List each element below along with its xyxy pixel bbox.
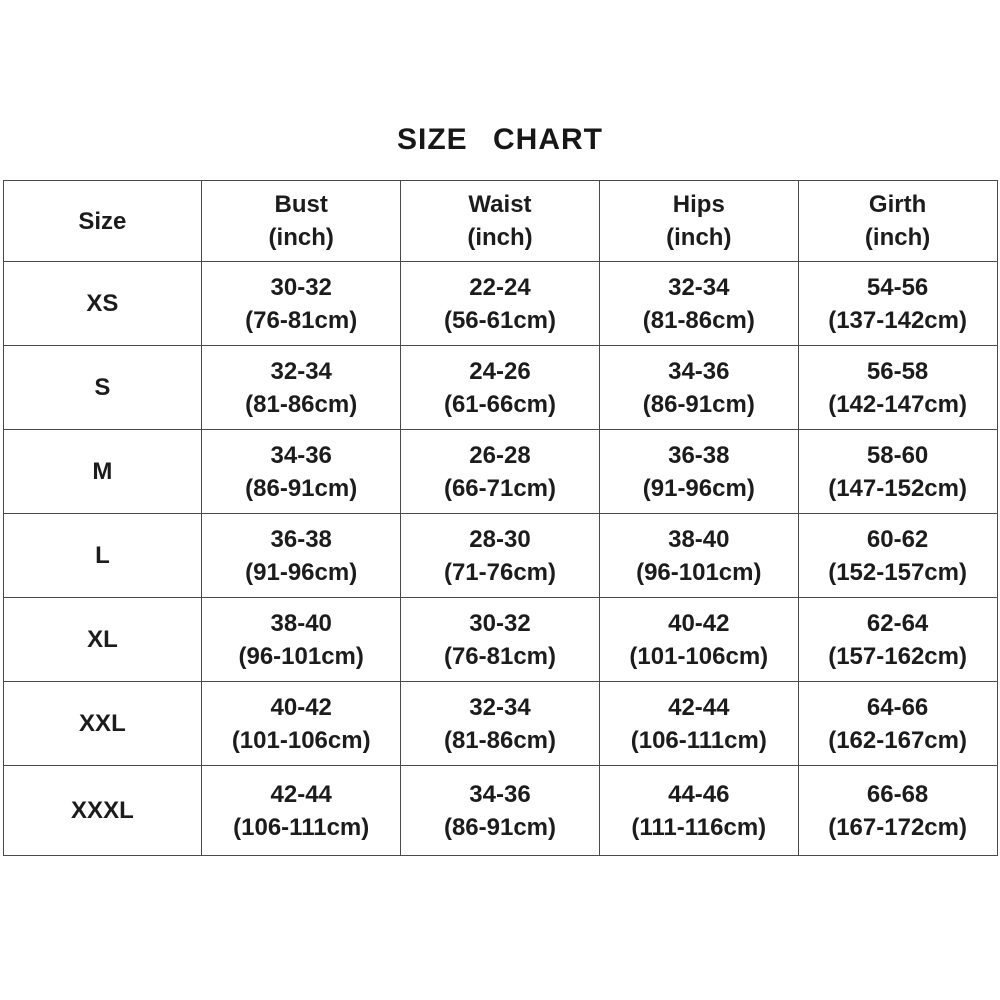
measurement-cell-hips (599, 682, 798, 766)
inch-range: 26-28 (469, 441, 531, 469)
inch-range: 64-66 (866, 693, 929, 721)
cm-range: (86-91cm) (642, 390, 755, 418)
size-chart-table (3, 180, 998, 856)
inch-range: 24-26 (469, 357, 531, 385)
inch-range: 42-44 (668, 693, 730, 721)
size-label-cell (3, 514, 202, 598)
inch-range: 38-40 (270, 609, 332, 637)
size-label: XS (86, 290, 119, 317)
measurement-cell-girth (798, 262, 997, 346)
cm-range: (81-86cm) (245, 390, 358, 418)
table-row-xxxl (3, 766, 997, 856)
size-label: XL (87, 626, 118, 653)
cm-range: (76-81cm) (245, 306, 358, 334)
cm-range: (137-142cm) (828, 306, 967, 334)
cm-range: (147-152cm) (828, 474, 967, 502)
table-row-xxl (3, 682, 997, 766)
measurement-cell-bust (202, 430, 401, 514)
cm-range: (111-116cm) (631, 813, 767, 841)
size-label: M (92, 458, 113, 485)
table-row-xs (3, 262, 997, 346)
cm-range: (96-101cm) (636, 558, 762, 586)
column-header-size (3, 181, 202, 262)
column-header-bust (202, 181, 401, 262)
cm-range: (96-101cm) (238, 642, 364, 670)
cm-range: (157-162cm) (828, 642, 967, 670)
inch-range: 28-30 (469, 525, 531, 553)
table-row-s (3, 346, 997, 430)
inch-range: 38-40 (668, 525, 730, 553)
inch-range: 32-34 (469, 693, 531, 721)
cm-range: (162-167cm) (828, 726, 967, 754)
column-header-unit: (inch) (467, 224, 533, 251)
measurement-cell-waist (401, 766, 600, 856)
inch-range: 44-46 (668, 780, 730, 808)
size-label-cell (3, 682, 202, 766)
measurement-cell-waist (401, 682, 600, 766)
column-header-unit: (inch) (666, 224, 732, 251)
inch-range: 36-38 (270, 525, 332, 553)
cm-range: (81-86cm) (443, 726, 557, 754)
measurement-cell-hips (599, 598, 798, 682)
inch-range: 32-34 (668, 273, 730, 301)
table-row-l (3, 514, 997, 598)
measurement-cell-girth (798, 346, 997, 430)
column-header-girth (798, 181, 997, 262)
size-label: XXL (79, 710, 126, 737)
inch-range: 32-34 (270, 357, 332, 385)
column-header-unit: (inch) (864, 224, 931, 251)
inch-range: 34-36 (270, 441, 332, 469)
inch-range: 40-42 (668, 609, 730, 637)
size-label-cell (3, 598, 202, 682)
cm-range: (61-66cm) (443, 390, 557, 418)
size-label: XXXL (71, 797, 134, 824)
measurement-cell-bust (202, 346, 401, 430)
size-label-cell (3, 346, 202, 430)
measurement-cell-bust (202, 514, 401, 598)
measurement-cell-girth (798, 514, 997, 598)
inch-range: 30-32 (469, 609, 531, 637)
column-header-label: Size (78, 207, 127, 235)
measurement-cell-waist (401, 514, 600, 598)
measurement-cell-waist (401, 598, 600, 682)
cm-range: (56-61cm) (443, 306, 557, 334)
measurement-cell-bust (202, 766, 401, 856)
inch-range: 22-24 (469, 273, 531, 301)
cm-range: (167-172cm) (828, 813, 967, 841)
inch-range: 34-36 (668, 357, 730, 385)
cm-range: (76-81cm) (443, 642, 557, 670)
measurement-cell-waist (401, 262, 600, 346)
cm-range: (106-111cm) (233, 813, 370, 841)
measurement-cell-hips (599, 766, 798, 856)
measurement-cell-girth (798, 766, 997, 856)
measurement-cell-girth (798, 430, 997, 514)
cm-range: (71-76cm) (443, 558, 557, 586)
cm-range: (152-157cm) (828, 558, 967, 586)
size-label-cell (3, 262, 202, 346)
measurement-cell-girth (798, 598, 997, 682)
cm-range: (101-106cm) (629, 642, 769, 670)
column-header-hips (599, 181, 798, 262)
cm-range: (142-147cm) (828, 390, 967, 418)
measurement-cell-girth (798, 682, 997, 766)
inch-range: 66-68 (866, 780, 929, 808)
measurement-cell-bust (202, 598, 401, 682)
inch-range: 40-42 (270, 693, 332, 721)
table-row-xl (3, 598, 997, 682)
size-label-cell (3, 430, 202, 514)
measurement-cell-hips (599, 430, 798, 514)
column-header-label: Girth (868, 191, 927, 218)
table-row-m (3, 430, 997, 514)
inch-range: 58-60 (866, 441, 929, 469)
measurement-cell-hips (599, 514, 798, 598)
column-header-waist (401, 181, 600, 262)
cm-range: (81-86cm) (642, 306, 755, 334)
cm-range: (101-106cm) (231, 726, 371, 754)
cm-range: (66-71cm) (443, 474, 557, 502)
inch-range: 30-32 (270, 273, 332, 301)
inch-range: 54-56 (866, 273, 929, 301)
cm-range: (91-96cm) (642, 474, 755, 502)
measurement-cell-waist (401, 430, 600, 514)
inch-range: 42-44 (270, 780, 332, 808)
measurement-cell-bust (202, 262, 401, 346)
header-row (3, 181, 997, 262)
column-header-label: Waist (468, 191, 532, 218)
cm-range: (106-111cm) (630, 726, 767, 754)
measurement-cell-hips (599, 262, 798, 346)
inch-range: 62-64 (866, 609, 929, 637)
cm-range: (86-91cm) (443, 813, 557, 841)
page-title: SIZE CHART (397, 123, 603, 156)
inch-range: 36-38 (668, 441, 730, 469)
cm-range: (86-91cm) (245, 474, 358, 502)
cm-range: (91-96cm) (245, 558, 358, 586)
size-label: S (94, 374, 111, 401)
measurement-cell-bust (202, 682, 401, 766)
inch-range: 56-58 (866, 357, 929, 385)
column-header-label: Bust (274, 191, 328, 218)
measurement-cell-waist (401, 346, 600, 430)
size-label: L (95, 542, 110, 569)
size-label-cell (3, 766, 202, 856)
column-header-label: Hips (672, 191, 725, 218)
column-header-unit: (inch) (268, 224, 334, 251)
measurement-cell-hips (599, 346, 798, 430)
inch-range: 34-36 (469, 780, 531, 808)
inch-range: 60-62 (866, 525, 929, 553)
